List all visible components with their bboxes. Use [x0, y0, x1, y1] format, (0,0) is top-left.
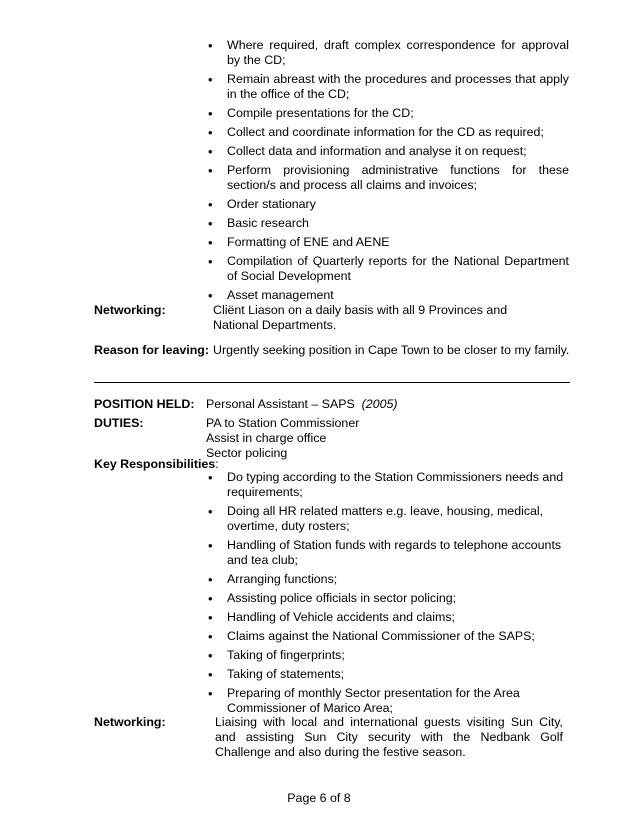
list-item [206, 591, 566, 606]
bullet-icon: • [208, 288, 213, 303]
networking-label: Networking: [94, 303, 166, 317]
list-item [206, 667, 566, 682]
list-item [206, 648, 566, 663]
bullet-icon: • [208, 235, 213, 250]
key-responsibilities-colon: : [215, 457, 219, 471]
list-item [206, 504, 566, 534]
list-item-text: Perform provisioning administrative functions for these section/s and process all claims and invoices; [227, 163, 569, 192]
key-responsibilities-list [206, 470, 566, 720]
list-item [206, 610, 566, 625]
bullet-icon: • [208, 72, 213, 87]
reason-label: Reason for leaving: [94, 343, 209, 357]
list-item [206, 254, 569, 284]
list-item-text: Basic research [227, 216, 309, 230]
list-item-text: Doing all HR related matters e.g. leave, housing, medical, overtime, duty rosters; [227, 504, 544, 533]
list-item-text: Taking of fingerprints; [227, 648, 345, 662]
key-responsibilities-label: Key Responsibilities [94, 457, 216, 471]
list-item [206, 106, 569, 121]
bullet-icon: • [208, 254, 213, 269]
list-item-text: Assisting police officials in sector policing; [227, 591, 457, 605]
networking-value: Cliënt Liason on a daily basis with all 9 Provinces and National Departments. [213, 303, 508, 332]
bullet-icon: • [208, 197, 213, 212]
list-item [206, 572, 566, 587]
reason-value: Urgently seeking position in Cape Town to be closer to my family. [213, 343, 570, 357]
list-item-text: Arranging functions; [227, 572, 338, 586]
duties-bullet-list [206, 38, 569, 307]
bullet-icon: • [208, 163, 213, 178]
list-item [206, 470, 566, 500]
list-item-text: Where required, draft complex correspondence for approval by the CD; [227, 38, 569, 67]
list-item-text: Handling of Station funds with regards to telephone accounts and tea club; [227, 538, 562, 567]
bullet-icon: • [208, 504, 213, 519]
bullet-icon: • [208, 591, 213, 606]
position-label: POSITION HELD: [94, 397, 195, 411]
list-item [206, 38, 569, 68]
bullet-icon: • [208, 686, 213, 701]
bullet-icon: • [208, 648, 213, 663]
bullet-icon: • [208, 106, 213, 121]
section-divider [94, 382, 570, 383]
bullet-icon: • [208, 144, 213, 159]
bullet-icon: • [208, 572, 213, 587]
list-item [206, 144, 569, 159]
list-item [206, 538, 566, 568]
list-item [206, 288, 569, 303]
page-number-footer: Page 6 of 8 [287, 791, 351, 805]
networking-value-2: Liaising with local and international guests visiting Sun City, and assisting Sun City security with the Nedbank Golf Challenge and also during the festive season. [215, 715, 563, 759]
list-item-text: Preparing of monthly Sector presentation for the Area Commissioner of Marico Area; [227, 686, 520, 715]
list-item-text: Taking of statements; [227, 667, 345, 681]
list-item-text: Remain abreast with the procedures and processes that apply in the office of the CD; [227, 72, 569, 101]
bullet-icon: • [208, 216, 213, 231]
list-item [206, 216, 569, 231]
list-item-text: Compilation of Quarterly reports for the National Department of Social Development [227, 254, 569, 283]
duty-line: Sector policing [206, 446, 288, 460]
bullet-icon: • [208, 470, 213, 485]
list-item [206, 125, 569, 140]
position-years: (2005) [361, 397, 398, 411]
list-item [206, 197, 569, 212]
list-item-text: Order stationary [227, 197, 316, 211]
list-item-text: Do typing according to the Station Commissioners needs and requirements; [227, 470, 564, 499]
duties-label: DUTIES: [94, 416, 144, 430]
duties-lines [206, 416, 359, 461]
bullet-icon: • [208, 667, 213, 682]
duty-line: PA to Station Commissioner [206, 416, 360, 430]
list-item [206, 629, 566, 644]
bullet-icon: • [208, 629, 213, 644]
list-item-text: Compile presentations for the CD; [227, 106, 414, 120]
bullet-icon: • [208, 38, 213, 53]
list-item-text: Formatting of ENE and AENE [227, 235, 390, 249]
duty-line: Assist in charge office [206, 431, 327, 445]
list-item-text: Asset management [227, 288, 334, 302]
list-item-text: Collect data and information and analyse it on request; [227, 144, 527, 158]
bullet-icon: • [208, 125, 213, 140]
list-item [206, 235, 569, 250]
list-item-text: Collect and coordinate information for the CD as required; [227, 125, 544, 139]
bullet-icon: • [208, 610, 213, 625]
bullet-icon: • [208, 538, 213, 553]
list-item-text: Claims against the National Commissioner of the SAPS; [227, 629, 535, 643]
list-item [206, 686, 566, 716]
key-responsibilities-heading [94, 457, 219, 472]
networking-label-2: Networking: [94, 715, 166, 729]
position-value [206, 397, 398, 412]
list-item [206, 163, 569, 193]
list-item [206, 72, 569, 102]
position-title: Personal Assistant – SAPS [206, 397, 355, 411]
list-item-text: Handling of Vehicle accidents and claims; [227, 610, 455, 624]
